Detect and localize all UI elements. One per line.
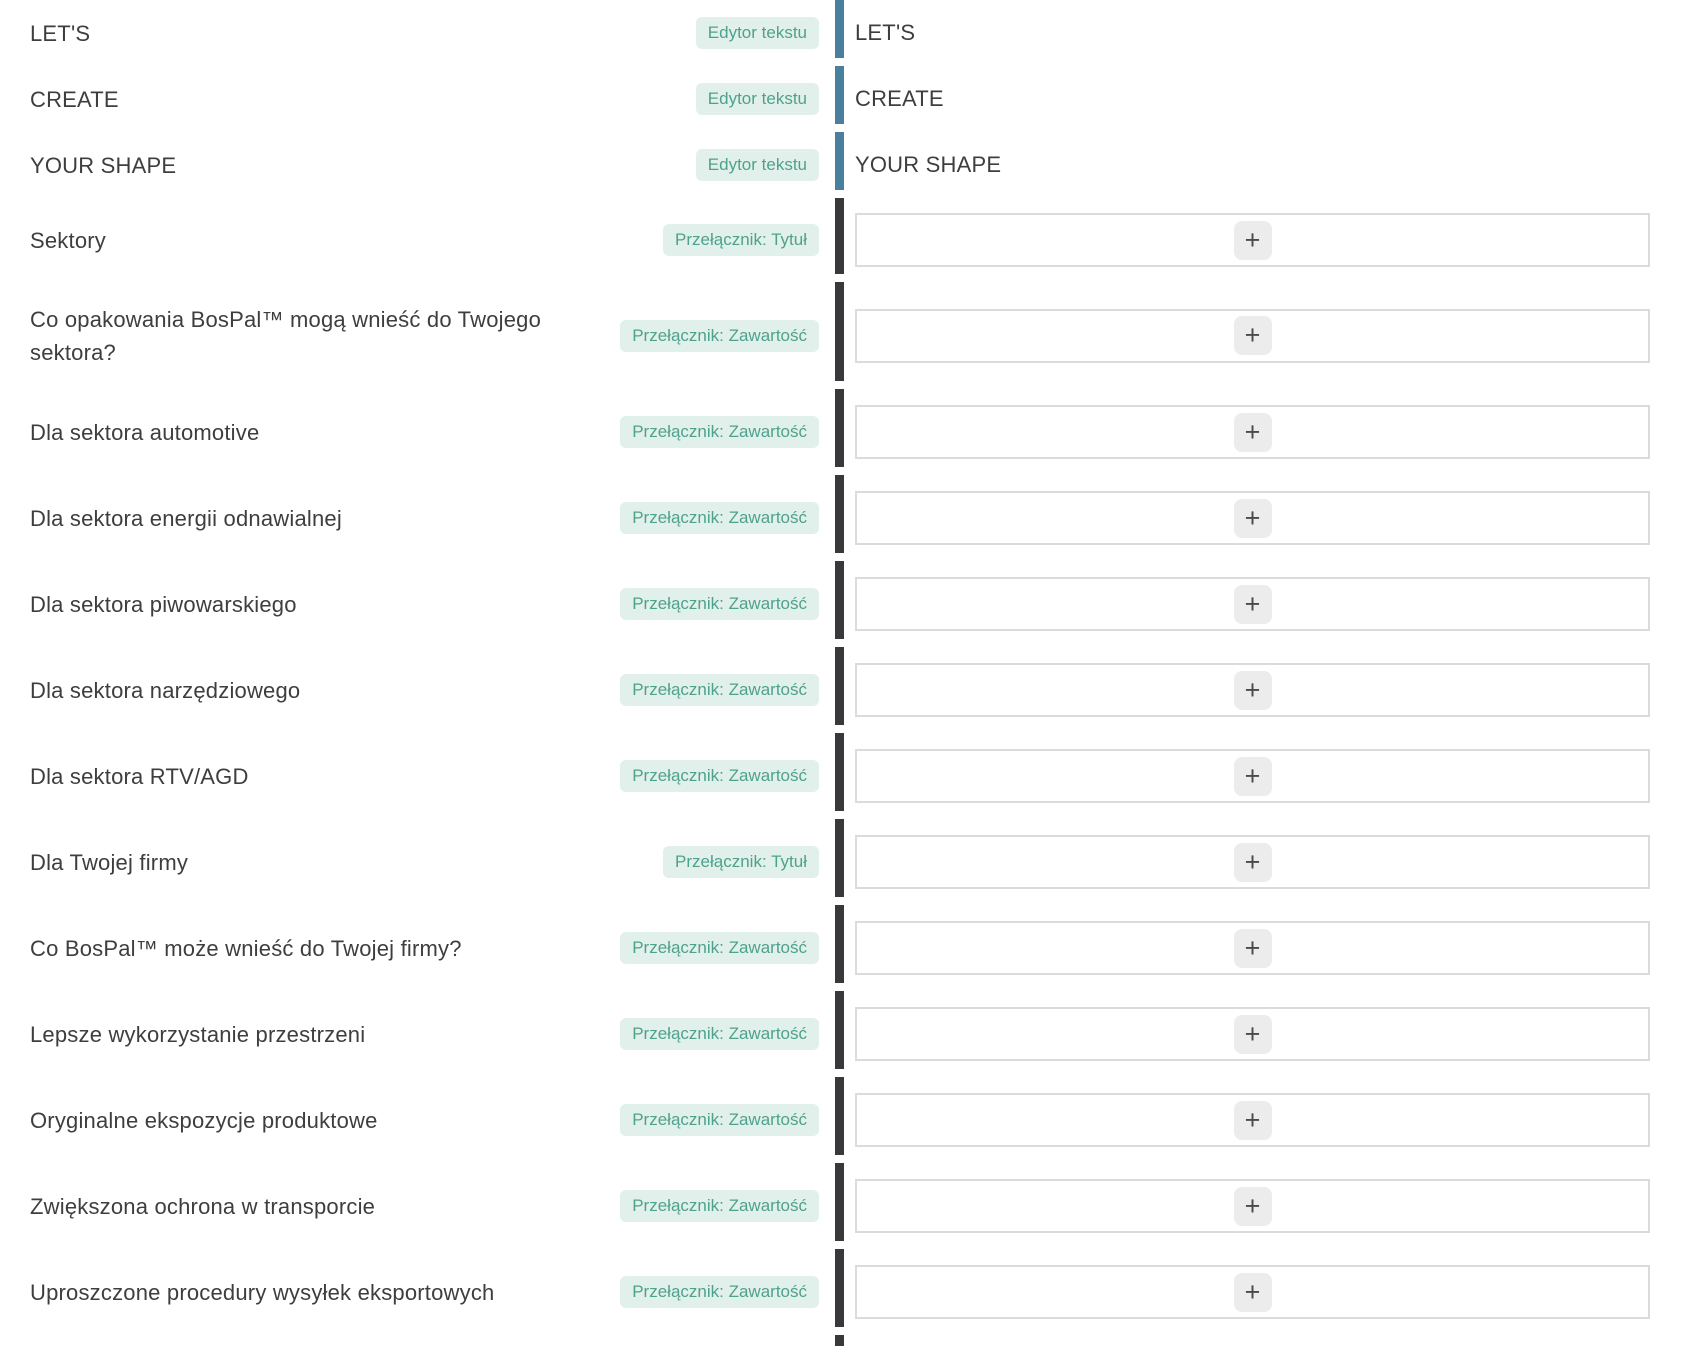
translation-status-bar (835, 1077, 844, 1155)
field-type-badge: Edytor tekstu (696, 149, 819, 181)
translation-status-bar (835, 282, 844, 381)
translation-row (0, 561, 1686, 647)
target-cell[interactable] (844, 0, 1686, 66)
source-text: Zwiększona ochrona w transporcie (30, 1193, 376, 1219)
translation-row (0, 475, 1686, 561)
empty-translation-box[interactable] (855, 1179, 1650, 1233)
source-cell (0, 733, 835, 819)
source-text: Uproszczone procedury wysyłek eksportowych (30, 1279, 495, 1305)
source-text: Dla sektora energii odnawialnej (30, 505, 342, 531)
source-cell (0, 819, 835, 905)
translation-row (0, 1249, 1686, 1335)
target-text[interactable]: YOUR SHAPE (855, 152, 1002, 177)
add-translation-button[interactable]: + (1234, 1101, 1272, 1140)
source-cell (0, 991, 835, 1077)
status-bar-column (835, 198, 844, 282)
target-cell[interactable] (844, 66, 1686, 132)
status-bar-column (835, 1249, 844, 1335)
status-bar-column (835, 66, 844, 132)
empty-translation-box[interactable] (855, 749, 1650, 803)
status-bar-column (835, 819, 844, 905)
field-type-badge: Przełącznik: Zawartość (620, 1276, 819, 1308)
field-type-badge: Edytor tekstu (696, 83, 819, 115)
translation-status-bar (835, 561, 844, 639)
source-text: Oryginalne ekspozycje produktowe (30, 1107, 378, 1133)
source-cell (0, 647, 835, 733)
translation-status-bar (835, 647, 844, 725)
add-translation-button[interactable]: + (1234, 221, 1272, 260)
source-text: Dla sektora narzędziowego (30, 677, 301, 703)
source-cell (0, 475, 835, 561)
empty-translation-box[interactable] (855, 1093, 1650, 1147)
source-text: Sektory (30, 227, 106, 253)
source-cell (0, 1249, 835, 1335)
field-type-badge: Przełącznik: Tytuł (663, 224, 819, 256)
field-type-badge: Przełącznik: Zawartość (620, 502, 819, 534)
field-type-badge: Przełącznik: Zawartość (620, 760, 819, 792)
source-text: LET'S (30, 20, 91, 46)
empty-translation-box[interactable] (855, 1007, 1650, 1061)
empty-translation-box[interactable] (855, 1265, 1650, 1319)
status-bar-column (835, 561, 844, 647)
status-bar-column (835, 0, 844, 66)
translation-row (0, 389, 1686, 475)
source-cell (0, 198, 835, 282)
translation-row (0, 905, 1686, 991)
target-text[interactable]: LET'S (855, 20, 916, 45)
target-cell[interactable] (844, 561, 1686, 647)
empty-translation-box[interactable] (855, 309, 1650, 363)
add-translation-button[interactable]: + (1234, 1187, 1272, 1226)
translation-row (0, 282, 1686, 389)
add-translation-button[interactable]: + (1234, 929, 1272, 968)
empty-translation-box[interactable] (855, 835, 1650, 889)
status-bar-column (835, 647, 844, 733)
status-bar-column (835, 905, 844, 991)
translation-status-bar (835, 1163, 844, 1241)
target-cell[interactable] (844, 132, 1686, 198)
source-text: Co BosPal™ może wnieść do Twojej firmy? (30, 935, 462, 961)
translation-status-bar (835, 389, 844, 467)
target-cell[interactable] (844, 647, 1686, 733)
field-type-badge: Przełącznik: Zawartość (620, 1190, 819, 1222)
add-translation-button[interactable]: + (1234, 316, 1272, 355)
translation-row (0, 1077, 1686, 1163)
translation-status-bar (835, 1335, 844, 1346)
add-translation-button[interactable]: + (1234, 1015, 1272, 1054)
target-cell[interactable] (844, 198, 1686, 282)
status-bar-column (835, 991, 844, 1077)
empty-translation-box[interactable] (855, 921, 1650, 975)
source-text: Dla sektora piwowarskiego (30, 591, 297, 617)
translation-status-bar (835, 1249, 844, 1327)
status-bar-column (835, 282, 844, 389)
empty-translation-box[interactable] (855, 577, 1650, 631)
field-type-badge: Przełącznik: Tytuł (663, 846, 819, 878)
translation-row (0, 819, 1686, 905)
target-cell[interactable] (844, 1077, 1686, 1163)
source-cell (0, 1077, 835, 1163)
target-cell[interactable] (844, 819, 1686, 905)
add-translation-button[interactable]: + (1234, 1273, 1272, 1312)
field-type-badge: Przełącznik: Zawartość (620, 1018, 819, 1050)
translation-row (0, 198, 1686, 282)
source-cell (0, 561, 835, 647)
target-cell[interactable] (844, 905, 1686, 991)
field-type-badge: Przełącznik: Zawartość (620, 320, 819, 352)
source-text: Lepsze wykorzystanie przestrzeni (30, 1021, 366, 1047)
field-type-badge: Przełącznik: Zawartość (620, 674, 819, 706)
source-text: Co opakowania BosPal™ mogą wnieść do Twojego sektora? (30, 306, 542, 365)
add-translation-button[interactable]: + (1234, 499, 1272, 538)
target-cell[interactable] (844, 475, 1686, 561)
add-translation-button[interactable]: + (1234, 757, 1272, 796)
source-text: Dla sektora automotive (30, 419, 260, 445)
source-cell (0, 1335, 835, 1346)
status-bar-column (835, 475, 844, 561)
add-translation-button[interactable]: + (1234, 843, 1272, 882)
source-cell (0, 1163, 835, 1249)
source-cell (0, 389, 835, 475)
source-text: Dla Twojej firmy (30, 849, 189, 875)
source-cell (0, 66, 835, 132)
empty-translation-box[interactable] (855, 213, 1650, 267)
translation-row (0, 0, 1686, 66)
translation-status-bar (835, 733, 844, 811)
add-translation-button[interactable]: + (1234, 585, 1272, 624)
source-cell (0, 132, 835, 198)
translation-status-bar (835, 475, 844, 553)
status-bar-column (835, 1077, 844, 1163)
translation-status-bar (835, 819, 844, 897)
target-text[interactable]: CREATE (855, 86, 944, 111)
empty-translation-box[interactable] (855, 405, 1650, 459)
status-bar-column (835, 389, 844, 475)
target-cell[interactable] (844, 1249, 1686, 1335)
status-bar-column (835, 132, 844, 198)
target-cell[interactable] (844, 733, 1686, 819)
translation-status-bar (835, 132, 844, 190)
translation-row (0, 991, 1686, 1077)
translation-row (0, 733, 1686, 819)
partial-next-row (0, 1335, 1686, 1346)
empty-translation-box[interactable] (855, 663, 1650, 717)
source-text: CREATE (30, 86, 119, 112)
translation-status-bar (835, 905, 844, 983)
translation-status-bar (835, 0, 844, 58)
field-type-badge: Przełącznik: Zawartość (620, 1104, 819, 1136)
field-type-badge: Przełącznik: Zawartość (620, 932, 819, 964)
source-cell (0, 905, 835, 991)
translation-status-bar (835, 991, 844, 1069)
field-type-badge: Przełącznik: Zawartość (620, 588, 819, 620)
empty-translation-box[interactable] (855, 491, 1650, 545)
source-text: Dla sektora RTV/AGD (30, 763, 249, 789)
translation-row (0, 132, 1686, 198)
source-text: YOUR SHAPE (30, 152, 177, 178)
translation-row (0, 647, 1686, 733)
status-bar-column (835, 733, 844, 819)
target-cell (844, 1335, 1686, 1346)
status-bar-column (835, 1335, 844, 1346)
target-cell[interactable] (844, 282, 1686, 389)
source-cell (0, 282, 835, 389)
status-bar-column (835, 1163, 844, 1249)
add-translation-button[interactable]: + (1234, 671, 1272, 710)
add-translation-button[interactable]: + (1234, 413, 1272, 452)
target-cell[interactable] (844, 389, 1686, 475)
target-cell[interactable] (844, 1163, 1686, 1249)
field-type-badge: Przełącznik: Zawartość (620, 416, 819, 448)
target-cell[interactable] (844, 991, 1686, 1077)
field-type-badge: Edytor tekstu (696, 17, 819, 49)
translation-row (0, 66, 1686, 132)
translation-status-bar (835, 198, 844, 274)
source-cell (0, 0, 835, 66)
translation-status-bar (835, 66, 844, 124)
translation-row (0, 1163, 1686, 1249)
